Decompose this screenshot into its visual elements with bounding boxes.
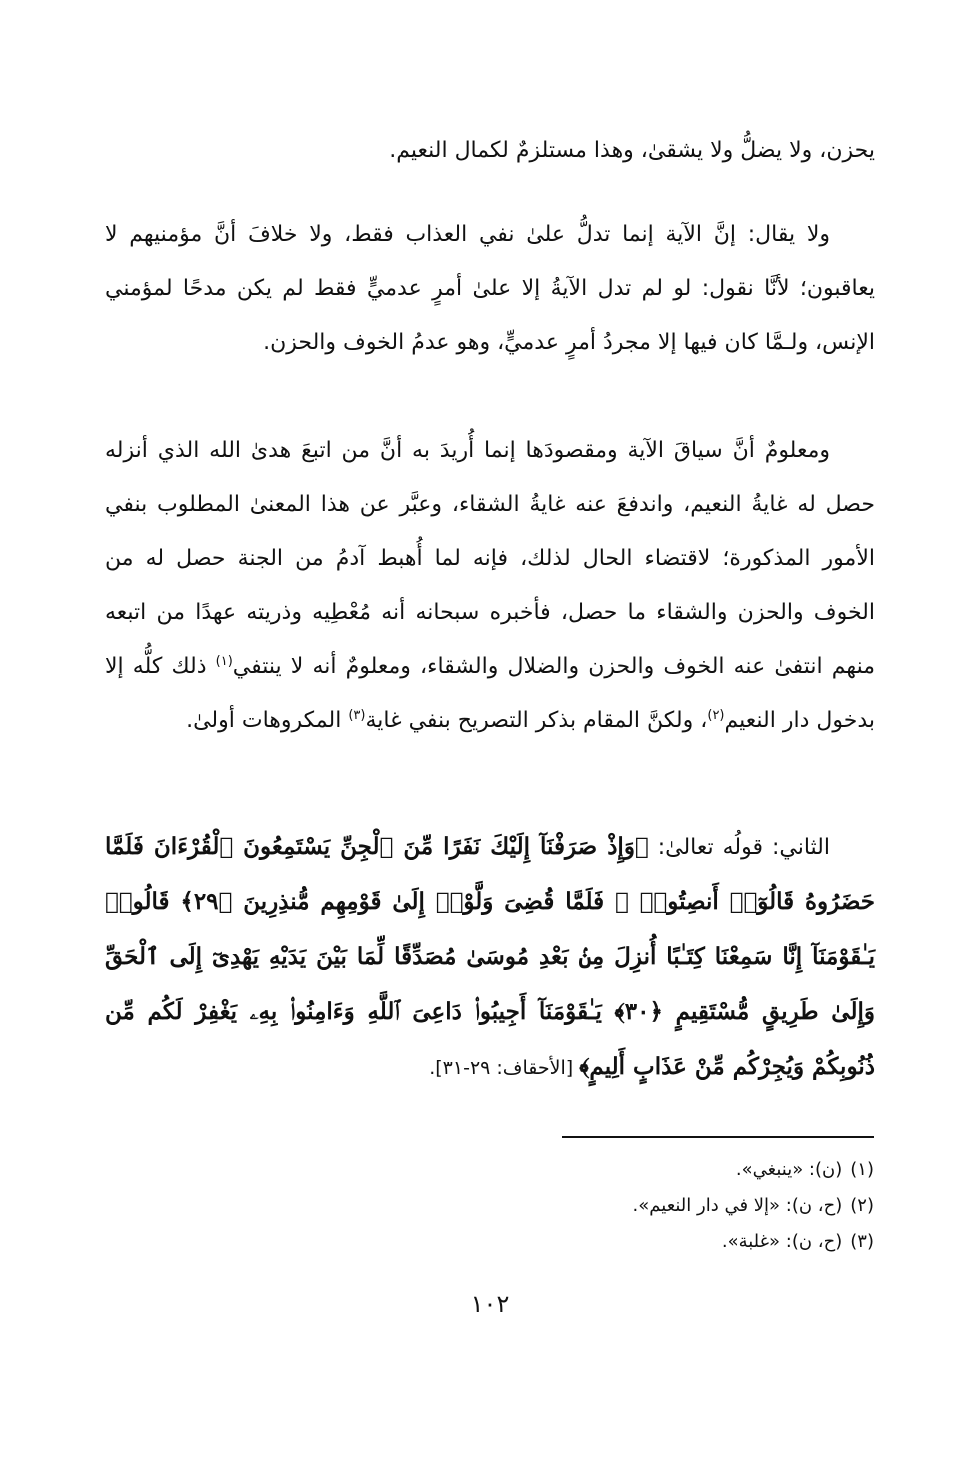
footnote-text: (ح، ن): «غلبة».: [721, 1231, 843, 1252]
page-number: ١٠٢: [470, 1290, 510, 1318]
paragraph-text: ولا يقال: إنَّ الآية إنما تدلُّ علىٰ نفي العذاب فقط، ولا خلافَ أنَّ مؤمنيهم لا يعاقبون؛ لأنَّا نقول: لو لم تدل الآيةُ إلا علىٰ أمرٍ عدميٍّ فقط لم يكن مدحًا لمؤمني الإنس، ولـمَّا كان فيها إلا مجردُ أمرٍ عدميٍّ، وهو عدمُ الخوف والحزن.: [105, 222, 875, 355]
paragraph-segment: ، ولكنَّ المقام بذكر التصريح بنفي غاية: [365, 708, 708, 733]
footnote-item: [500, 1152, 874, 1188]
footnote-text: (ح، ن): «إلا في دار النعيم».: [632, 1195, 843, 1216]
footnote-marker-2[interactable]: (٢): [707, 708, 725, 723]
paragraph-objection: [105, 208, 875, 370]
footnote-item: [500, 1224, 874, 1260]
footnote-text: (ن): «ينبغي».: [735, 1159, 843, 1180]
paragraph-context: [105, 424, 875, 748]
footnote-number: (٢): [850, 1195, 874, 1216]
verse-reference: [الأحقاف: ٢٩-٣١].: [429, 1057, 580, 1079]
footnote-divider: [562, 1136, 874, 1138]
quran-verse: ﴿وَإِذْ صَرَفْنَآ إِلَيْكَ نَفَرًا مِّنَ ٱلْجِنِّ يَسْتَمِعُونَ ٱلْقُرْءَانَ فَلَمَّا حَضَرُوهُ قَالُوٓا۟ أَنصِتُوا۟ ۖ فَلَمَّا قُضِىَ وَلَّوْا۟ إِلَىٰ قَوْمِهِم مُّنذِرِينَ ﴿٢٩﴾ قَالُوا۟ يَـٰقَوْمَنَآ إِنَّا سَمِعْنَا كِتَـٰبًا أُنزِلَ مِنۢ بَعْدِ مُوسَىٰ مُصَدِّقًا لِّمَا بَيْنَ يَدَيْهِ يَهْدِىٓ إِلَى ٱلْحَقِّ وَإِلَىٰ طَرِيقٍ مُّسْتَقِيمٍ ﴿٣٠﴾ يَـٰقَوْمَنَآ أَجِيبُوا۟ دَاعِىَ ٱللَّهِ وَءَامِنُوا۟ بِهِۦ يَغْفِرْ لَكُم مِّن ذُنُوبِكُمْ وَيُجِرْكُم مِّنْ عَذَابٍ أَلِيمٍ﴾: [105, 833, 875, 1080]
footnote-marker-1[interactable]: (١): [215, 654, 233, 669]
paragraph-text: يحزن، ولا يضلُّ ولا يشقىٰ، وهذا مستلزمٌ لكمال النعيم.: [389, 138, 875, 163]
footnote-number: (١): [850, 1159, 874, 1180]
paragraph-text: [105, 820, 875, 1095]
paragraph-segment: ذلك كلُّه إلا بدخول دار النعيم: [105, 654, 875, 733]
footnote-number: (٣): [850, 1231, 874, 1252]
footnote-marker-3[interactable]: (٣): [348, 708, 366, 723]
paragraph-quran-citation: [105, 820, 875, 1095]
paragraph-segment: ومعلومٌ أنَّ سياقَ الآية ومقصودَها إنما أُريدَ به أنَّ من اتبعَ هدىٰ الله الذي أنزله حصل له غايةُ النعيم، واندفعَ عنه غايةُ الشقاء، وعبَّر عن هذا المعنىٰ المطلوب بنفي الأمور المذكورة؛ لاقتضاء الحال لذلك، فإنه لما أُهبط آدمُ من الجنة حصل له من الخوف والحزن والشقاء ما حصل، فأخبره سبحانه أنه مُعْطِيه وذريته عهدًا من اتبعه منهم انتفىٰ عنه الخوف والحزن والضلال والشقاء، ومعلومٌ أنه لا ينتفي: [105, 438, 875, 679]
footnote-item: [500, 1188, 874, 1224]
paragraph-intro: الثاني: قولُه تعالىٰ:: [648, 835, 831, 860]
footnotes: [500, 1152, 874, 1260]
paragraph-text: [105, 424, 875, 748]
paragraph-continuation: [105, 124, 875, 178]
paragraph-segment: المكروهات أولىٰ.: [186, 708, 349, 733]
